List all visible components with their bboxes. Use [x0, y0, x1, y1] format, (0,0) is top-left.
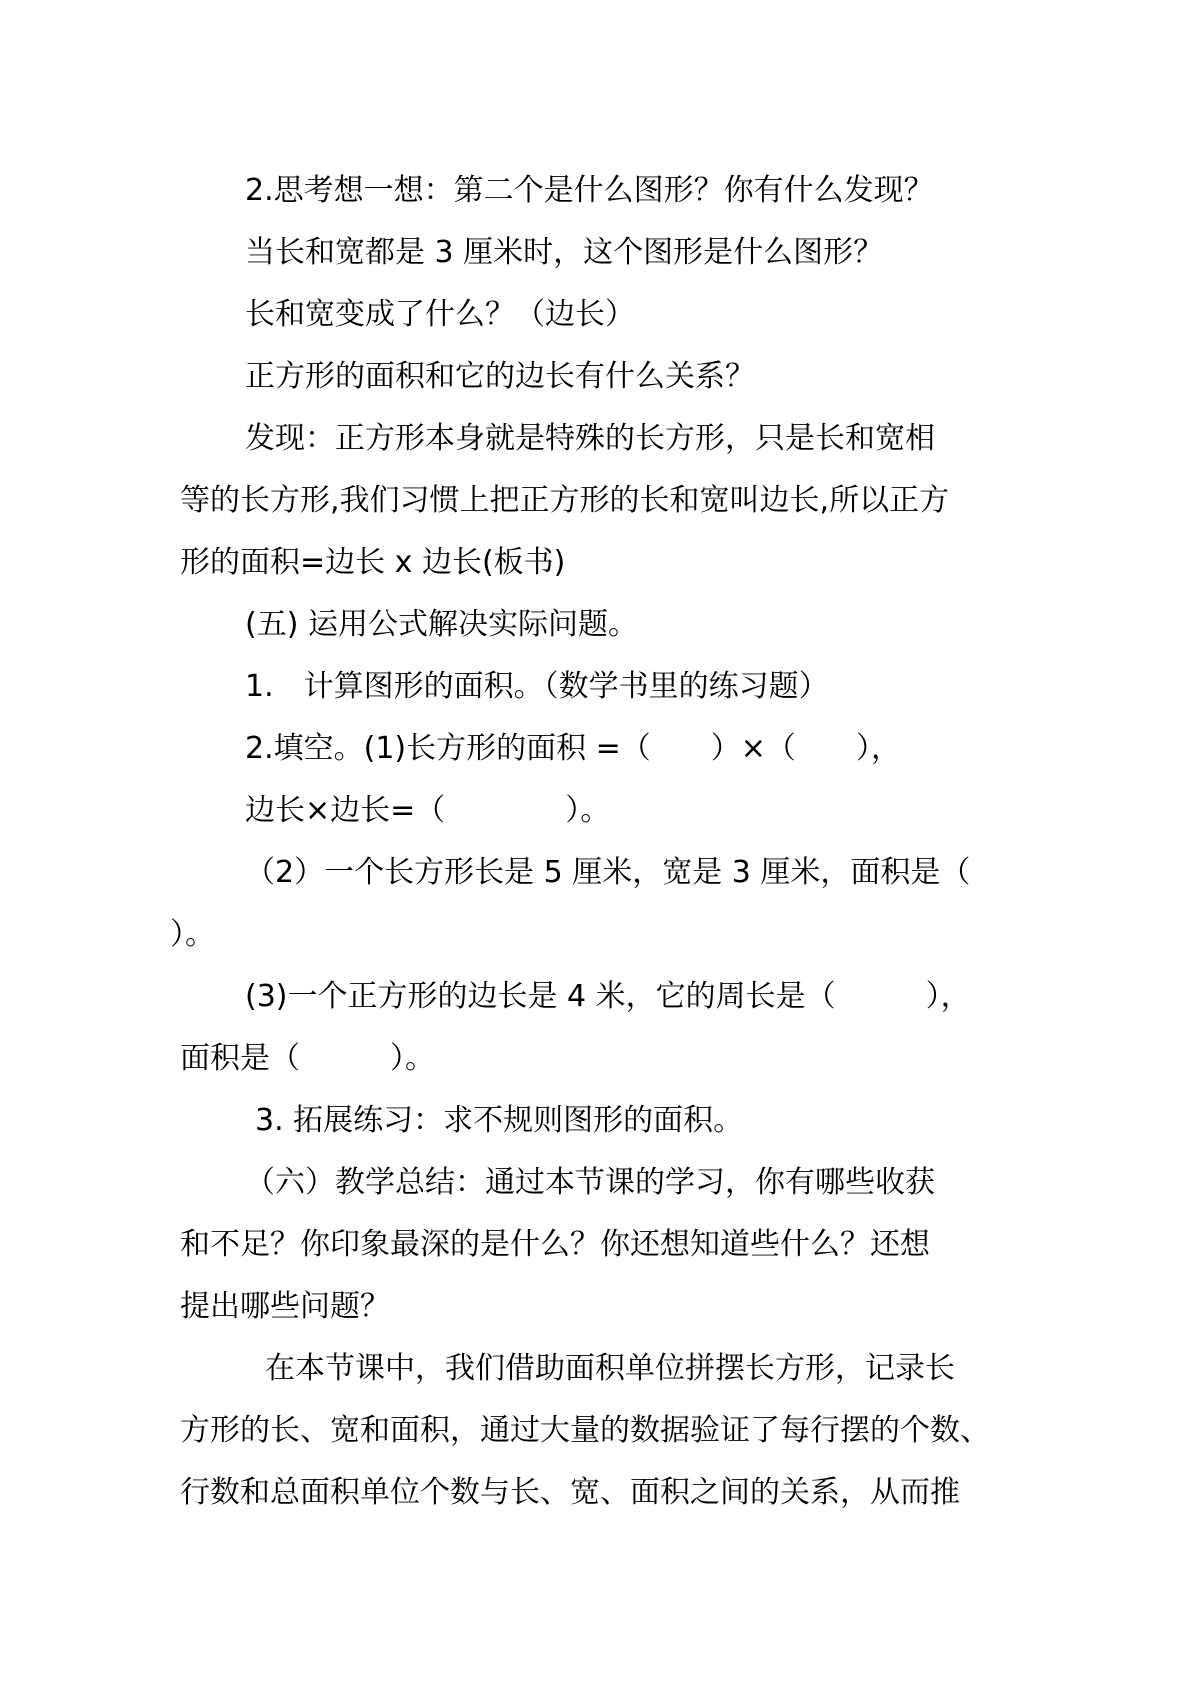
exercise-line: ）。 — [170, 917, 215, 952]
question-line: 正方形的面积和它的边长有什么关系？ — [245, 359, 755, 394]
paragraph-line: 和不足？你印象最深的是什么？你还想知道些什么？还想 — [180, 1227, 930, 1262]
section-heading: （六）教学总结：通过本节课的学习，你有哪些收获 — [245, 1165, 935, 1200]
exercise-line: 3. 拓展练习：求不规则图形的面积。 — [255, 1103, 744, 1138]
exercise-line: (3)一个正方形的边长是 4 米，它的周长是（ ）， — [245, 979, 971, 1014]
question-line: 当长和宽都是 3 厘米时，这个图形是什么图形？ — [245, 235, 884, 270]
exercise-line: （2）一个长方形长是 5 厘米，宽是 3 厘米，面积是（ — [245, 855, 971, 890]
paragraph-line: 提出哪些问题？ — [180, 1289, 390, 1324]
question-line: 长和宽变成了什么？（边长） — [245, 297, 635, 332]
exercise-line: 边长×边长=（ ）。 — [245, 793, 611, 828]
paragraph-line: 发现：正方形本身就是特殊的长方形，只是长和宽相 — [245, 421, 935, 456]
paragraph-line: 在本节课中，我们借助面积单位拼摆长方形，记录长 — [265, 1351, 955, 1386]
exercise-line: 2.填空。(1)长方形的面积 =（ ）×（ ）， — [245, 731, 901, 766]
section-heading: (五) 运用公式解决实际问题。 — [245, 607, 638, 642]
paragraph-line: 等的长方形,我们习惯上把正方形的长和宽叫边长,所以正方 — [180, 483, 950, 518]
paragraph-line: 行数和总面积单位个数与长、宽、面积之间的关系，从而推 — [180, 1475, 960, 1510]
question-line: 2.思考想一想：第二个是什么图形？你有什么发现？ — [245, 173, 934, 208]
paragraph-line: 方形的长、宽和面积，通过大量的数据验证了每行摆的个数、 — [180, 1413, 990, 1448]
paragraph-line: 形的面积=边长 x 边长(板书) — [180, 545, 566, 580]
exercise-line: 1. 计算图形的面积。（数学书里的练习题） — [245, 669, 829, 704]
exercise-line: 面积是（ ）。 — [180, 1041, 435, 1076]
